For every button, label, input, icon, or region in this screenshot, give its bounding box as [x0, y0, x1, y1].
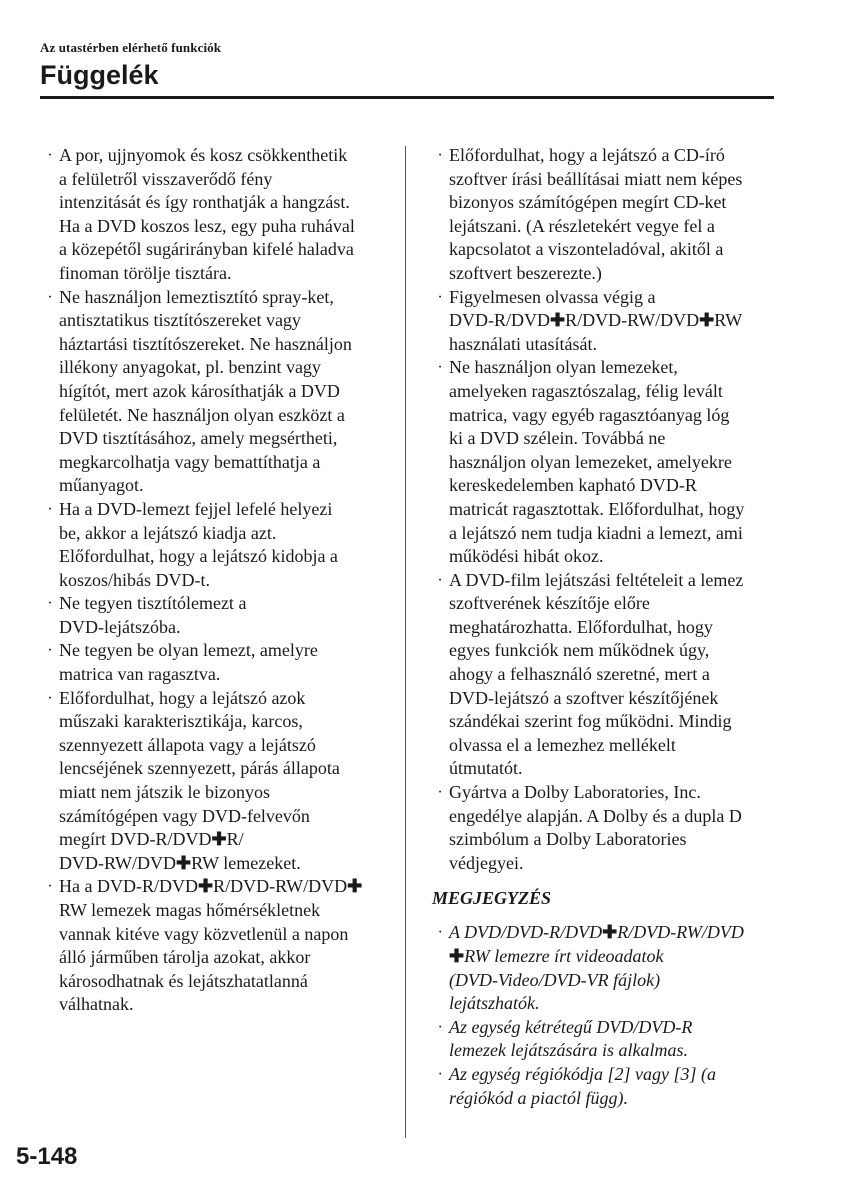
text-line: finoman törölje tisztára. [59, 262, 232, 283]
text-line: szennyezett állapota vagy a lejátszó [59, 734, 316, 755]
text-line: DVD-lejátszóba. [59, 616, 181, 637]
text-line: Ha a DVD-lemezt fejjel lefelé helyezi [59, 498, 333, 519]
text-line: Előfordulhat, hogy a lejátszó azok [59, 687, 306, 708]
text-line: intenzitását és így ronthatják a hangzást. [59, 192, 350, 213]
text-line: működési hibát okoz. [449, 546, 604, 567]
text-line: amelyeken ragasztószalag, félig levált [449, 380, 723, 401]
bullet-glyph: · [437, 288, 443, 306]
page-title: Függelék [40, 60, 159, 90]
list-item [42, 286, 387, 498]
bullet-glyph: · [437, 359, 443, 377]
text-line: használjon olyan lemezeket, amelyekre [449, 451, 732, 472]
text-line: háztartási tisztítószereket. Ne használjon [59, 333, 352, 354]
bullet-glyph: · [47, 288, 53, 306]
text-line: megírt DVD-R/DVD✚R/ [59, 829, 244, 850]
text-line: engedélye alapján. A Dolby és a dupla D [449, 805, 742, 826]
text-line: Előfordulhat, hogy a lejátszó a CD-író [449, 145, 725, 165]
list-item [432, 569, 777, 781]
list-item [432, 356, 777, 568]
text-line: ahogy a felhasználó szeretné, mert a [449, 664, 710, 685]
text-line: matrica van ragasztva. [59, 664, 221, 685]
text-line: ki a DVD szélein. Továbbá ne [449, 428, 666, 449]
text-line: műanyagot. [59, 475, 144, 496]
page-number: 5-148 [16, 1143, 78, 1170]
bullet-glyph: · [438, 1065, 442, 1083]
section-label: Az utastérben elérhető funkciók [40, 40, 222, 55]
text-line: vannak kitéve vagy közvetlenül a napon [59, 923, 349, 944]
page-header [40, 40, 774, 92]
text-line: Az egység régiókódja [2] vagy [3] (a [449, 1063, 716, 1084]
text-line: szoftver írási beállításai miatt nem képes [449, 168, 743, 189]
right-column [432, 144, 777, 1110]
text-line: kapcsolatot a viszonteladóval, akitől a [449, 239, 724, 260]
column-divider [405, 146, 406, 1138]
text-line: Ne tegyen tisztítólemezt a [59, 593, 247, 614]
text-line: védjegyei. [449, 852, 524, 873]
bullet-glyph: · [47, 500, 53, 518]
list-item [42, 687, 387, 876]
text-line: Ne tegyen be olyan lemezt, amelyre [59, 640, 318, 661]
list-item [432, 1016, 777, 1063]
list-item [432, 144, 777, 286]
text-line: bizonyos számítógépen megírt CD-ket [449, 192, 727, 213]
text-line: károsodhatnak és lejátszhatatlanná [59, 970, 308, 991]
text-line: lemezek lejátszására is alkalmas. [449, 1040, 688, 1061]
list-item [432, 781, 777, 875]
text-line: koszos/hibás DVD-t. [59, 569, 210, 590]
text-line: válhatnak. [59, 994, 134, 1015]
text-line: lencséjének szennyezett, párás állapota [59, 758, 340, 779]
note-heading: MEGJEGYZÉS [432, 888, 552, 909]
text-line: olvassa el a lemezhez mellékelt [449, 734, 676, 755]
bullet-glyph: · [438, 924, 442, 942]
text-line: szimbólum a Dolby Laboratories [449, 829, 687, 850]
list-item [432, 286, 777, 357]
text-line: hígítót, mert azok károsíthatják a DVD [59, 380, 340, 401]
list-item [42, 592, 387, 639]
text-line: meghatározhatta. Előfordulhat, hogy [449, 616, 713, 637]
text-line: egyes funkciók nem működnek úgy, [449, 640, 710, 661]
list-item [432, 1063, 777, 1110]
text-line: Gyártva a Dolby Laboratories, Inc. [449, 782, 701, 803]
left-column [42, 144, 387, 1017]
right-column-list [432, 144, 777, 875]
list-item [42, 498, 387, 592]
bullet-glyph: · [437, 571, 443, 589]
text-line: A DVD/DVD-R/DVD✚R/DVD-RW/DVD [449, 922, 744, 943]
text-line: felületét. Ne használjon olyan eszközt a [59, 404, 345, 425]
bullet-glyph: · [47, 642, 53, 660]
text-line: illékony anyagokat, pl. benzint vagy [59, 357, 321, 378]
bullet-glyph: · [437, 147, 443, 164]
list-item [42, 144, 387, 286]
list-item [432, 921, 777, 1015]
list-item [42, 875, 387, 1017]
text-line: Ha a DVD koszos lesz, egy puha ruhával [59, 215, 355, 236]
text-line: miatt nem játszik le bizonyos [59, 782, 270, 803]
text-line: használati utasítását. [449, 333, 597, 354]
bullet-glyph: · [47, 689, 53, 707]
text-line: a közepétől sugárirányban kifelé haladva [59, 239, 354, 260]
text-line: szándékai szerint fog működni. Mindig [449, 711, 732, 732]
note-list [432, 921, 777, 1110]
text-line: számítógépen vagy DVD-felvevőn [59, 805, 310, 826]
text-line: megkarcolhatja vagy bemattíthatja a [59, 451, 321, 472]
list-item [42, 639, 387, 686]
text-line: antisztatikus tisztítószereket vagy [59, 310, 301, 331]
text-line: Előfordulhat, hogy a lejátszó kidobja a [59, 546, 338, 567]
bullet-glyph: · [437, 784, 443, 802]
text-line: kereskedelemben kapható DVD-R [449, 475, 697, 496]
text-line: Figyelmesen olvassa végig a [449, 286, 656, 307]
text-line: ✚RW lemezre írt videoadatok [449, 946, 664, 966]
text-line: A DVD-film lejátszási feltételeit a lemez [449, 569, 744, 590]
text-line: szoftvert beszerezte.) [449, 262, 602, 283]
bullet-glyph: · [47, 147, 53, 164]
text-line: Ne használjon lemeztisztító spray-ket, [59, 286, 334, 307]
text-line: A por, ujjnyomok és kosz csökkenthetik [59, 145, 348, 165]
text-line: DVD-RW/DVD✚RW lemezeket. [59, 852, 301, 873]
text-line: a felületről visszaverődő fény [59, 168, 273, 189]
text-line: DVD-lejátszó a szoftver készítőjének [449, 687, 719, 708]
text-line: szoftverének készítője előre [449, 593, 650, 614]
text-line: DVD-R/DVD✚R/DVD-RW/DVD✚RW [449, 310, 743, 331]
header-rule [40, 96, 774, 99]
text-line: RW lemezek magas hőmérsékletnek [59, 900, 321, 920]
bullet-glyph: · [47, 878, 53, 896]
text-line: útmutatót. [449, 758, 523, 779]
text-line: matricát ragasztottak. Előfordulhat, hogy [449, 498, 745, 519]
text-line: régiókód a piactól függ). [449, 1087, 628, 1108]
text-line: Ha a DVD-R/DVD✚R/DVD-RW/DVD✚ [59, 876, 363, 897]
text-line: lejátszhatók. [449, 993, 540, 1014]
text-line: DVD tisztításához, amely megsértheti, [59, 428, 338, 449]
text-line: matrica, vagy egyéb ragasztóanyag lóg [449, 404, 730, 425]
text-line: Az egység kétrétegű DVD/DVD-R [449, 1016, 693, 1037]
text-line: a lejátszó nem tudja kiadni a lemezt, ami [449, 522, 743, 543]
text-line: (DVD-Video/DVD-VR fájlok) [449, 969, 661, 990]
bullet-glyph: · [438, 1018, 442, 1036]
bullet-glyph: · [47, 595, 53, 613]
text-line: műszaki karakterisztikája, karcos, [59, 711, 303, 732]
text-line: álló járműben tárolja azokat, akkor [59, 947, 311, 968]
text-line: lejátszani. (A részletekért vegye fel a [449, 215, 715, 236]
text-line: Ne használjon olyan lemezeket, [449, 357, 678, 378]
text-line: be, akkor a lejátszó kiadja azt. [59, 522, 277, 543]
